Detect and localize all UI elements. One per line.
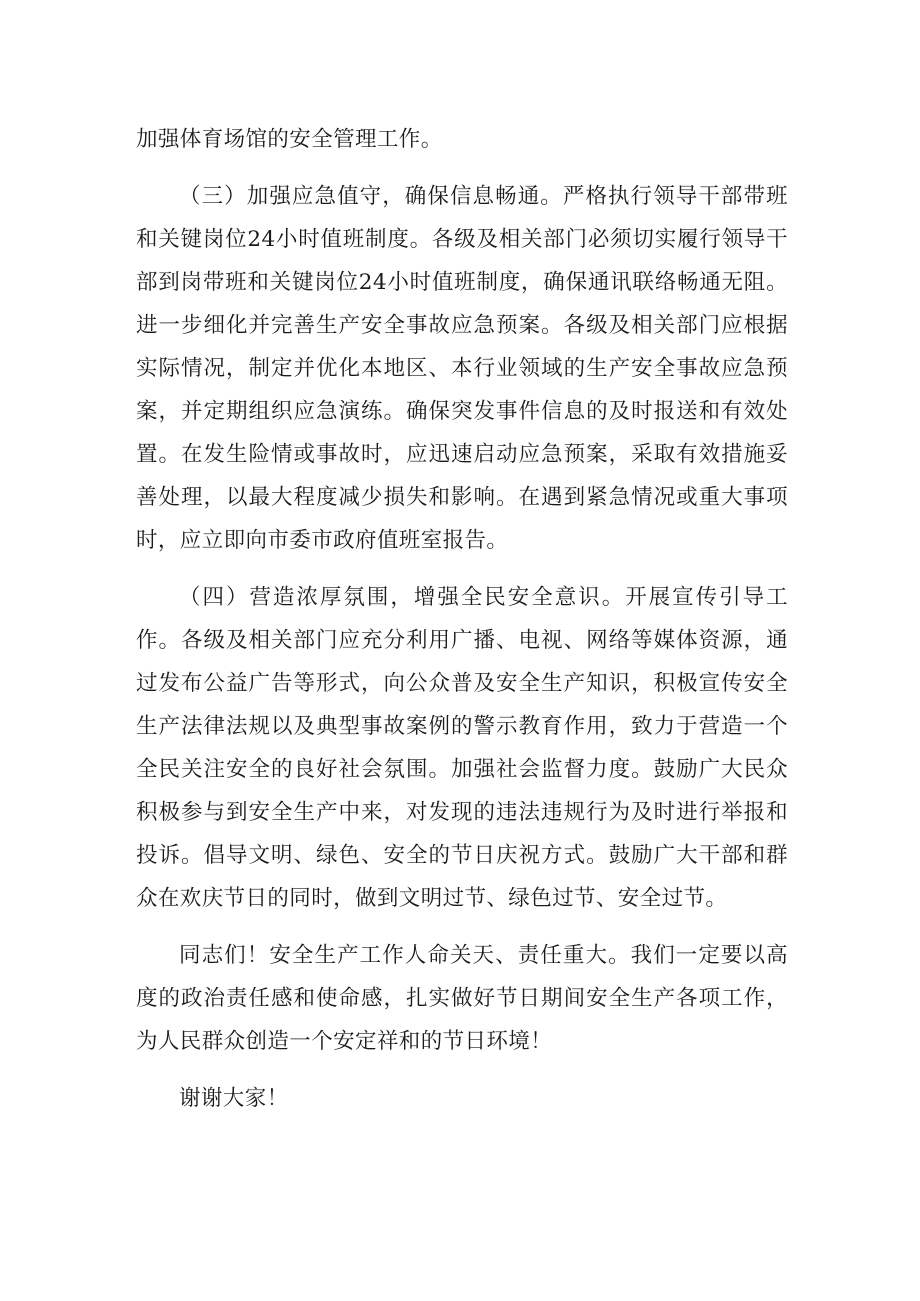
paragraph-emergency-duty: （三）加强应急值守，确保信息畅通。严格执行领导干部带班和关键岗位24小时值班制度。各级及相关部门必须切实履行领导干部到岗带班和关键岗位24小时值班制度，确保通讯联络畅通无阻。进一步细化并完善生产安全事故应急预案。各级及相关部门应根据实际情况，制定并优化本地区、本行业领域的生产安全事故应急预案，并定期组织应急演练。确保突发事件信息的及时报送和有效处置。在发生险情或事故时，应迅速启动应急预案，采取有效措施妥善处理，以最大程度减少损失和影响。在遇到紧急情况或重大事项时，应立即向市委市政府值班室报告。 xyxy=(136,184,788,553)
paragraph-safety-awareness: （四）营造浓厚氛围，增强全民安全意识。开展宣传引导工作。各级及相关部门应充分利用广播、电视、网络等媒体资源，通过发布公益广告等形式，向公众普及安全生产知识，积极宣传安全生产法律法规以及典型事故案例的警示教育作用，致力于营造一个全民关注安全的良好社会氛围。加强社会监督力度。鼓励广大民众积极参与到安全生产中来，对发现的违法违规行为及时进行举报和投诉。倡导文明、绿色、安全的节日庆祝方式。鼓励广大干部和群众在欢庆节日的同时，做到文明过节、绿色过节、安全过节。 xyxy=(136,585,788,911)
document-body xyxy=(136,118,788,1120)
paragraph-continuation: 加强体育场馆的安全管理工作。 xyxy=(136,127,443,152)
paragraph-thanks: 谢谢大家！ xyxy=(179,1086,289,1111)
paragraph-closing-remarks: 同志们！安全生产工作人命关天、责任重大。我们一定要以高度的政治责任感和使命感，扎实做好节日期间安全生产各项工作，为人民群众创造一个安定祥和的节日环境！ xyxy=(136,943,788,1054)
